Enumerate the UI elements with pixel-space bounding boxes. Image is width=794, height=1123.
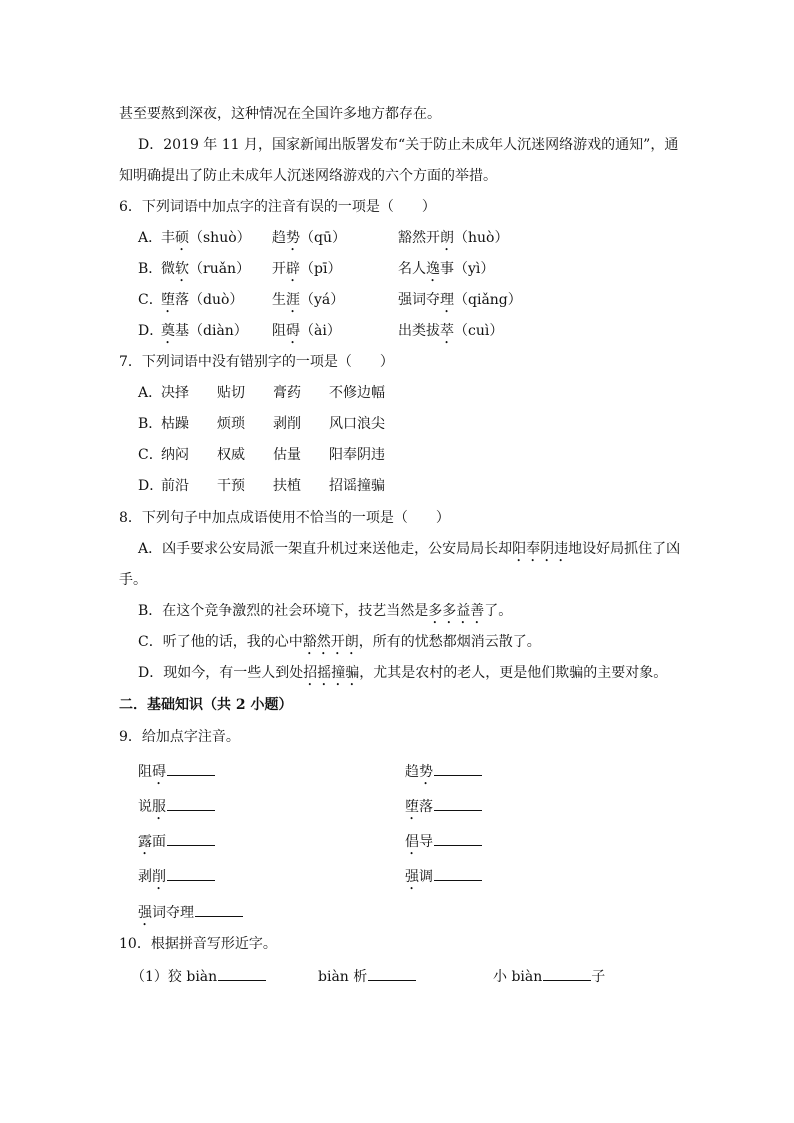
option-label: B． (138, 416, 163, 432)
answer-blank[interactable] (167, 763, 215, 776)
option-word: 前沿 (161, 478, 189, 494)
question-9-stem: 9．给加点字注音。 (119, 729, 240, 745)
word-part: 面 (152, 834, 166, 850)
option-word: 扶植 (273, 478, 301, 494)
option-word: 贴切 (217, 385, 245, 401)
word-part: 豁然开 (398, 230, 440, 246)
option-word: 纳闷 (161, 447, 189, 463)
dotted-char: 强 (405, 869, 419, 885)
word-part: 词夺理 (152, 905, 194, 921)
word-part: 开 (272, 261, 286, 277)
question-8-option-a (138, 541, 680, 565)
option-label: A． (138, 385, 163, 401)
option-d-text-end: ，尤其是农村的老人，更是他们欺骗的主要对象。 (359, 665, 668, 681)
option-d-text: D．现如今，有一些人到处 (138, 665, 304, 681)
option-word (161, 230, 251, 254)
dotted-char: 涯 (286, 292, 300, 308)
word-part: 生 (272, 292, 286, 308)
phonetic-item (138, 833, 215, 858)
dotted-char: 堕 (405, 799, 419, 815)
option-a-text: A．凶手要求公安局派一架直升机过来送他走，公安局局长却 (138, 541, 513, 557)
dotted-char: 强 (138, 905, 152, 921)
word-part: 说 (138, 799, 152, 815)
option-label: A． (138, 230, 163, 246)
dotted-char: 硕 (175, 230, 189, 246)
question-8-option-d (138, 665, 667, 689)
pinyin-note: （cuì） (454, 323, 504, 339)
option-word: 枯躁 (161, 416, 189, 432)
option-word: 权威 (217, 447, 245, 463)
pinyin-note: 落（duò） (175, 292, 244, 308)
option-c-text-end: ，所有的忧愁都烟消云散了。 (358, 634, 541, 650)
option-word (272, 292, 344, 316)
phonetic-item (405, 763, 482, 788)
answer-blank[interactable] (195, 904, 243, 917)
word-part: 趋 (405, 764, 419, 780)
option-word: 烦琐 (217, 416, 245, 432)
option-b-text: B．在这个竞争激烈的社会环境下，技艺当然是 (138, 603, 429, 619)
dotted-char: 势 (419, 764, 433, 780)
pinyin-note: （huò） (454, 230, 509, 246)
option-word: 估量 (273, 447, 301, 463)
option-b-text-end: 了。 (484, 603, 513, 619)
option-d-line2: 知明确提出了防止未成年人沉迷网络游戏的六个方面的举措。 (119, 168, 497, 184)
answer-blank[interactable] (543, 968, 591, 981)
word-part: 丰 (161, 230, 175, 246)
phonetic-item (138, 868, 215, 893)
pinyin-prompt: （1）狡 biàn (131, 969, 218, 985)
option-word (272, 323, 341, 347)
pinyin-note: （qū） (300, 230, 346, 246)
question-6-stem: 6．下列词语中加点字的注音有误的一项是（ ） (119, 199, 436, 215)
phonetic-item (138, 798, 215, 823)
option-label: C． (138, 292, 163, 308)
word-part: 剥 (138, 869, 152, 885)
option-word (398, 261, 494, 285)
answer-blank[interactable] (368, 968, 416, 981)
word-part: 落 (419, 799, 433, 815)
option-c-text: C．听了他的话，我的心中 (138, 634, 303, 650)
dotted-char: 辟 (286, 261, 300, 277)
option-word: 风口浪尖 (329, 416, 385, 432)
answer-blank[interactable] (434, 763, 482, 776)
pinyin-note: （qiǎng） (454, 292, 522, 308)
answer-blank[interactable] (167, 868, 215, 881)
option-word (161, 323, 248, 347)
answer-blank[interactable] (167, 833, 215, 846)
question-8-option-b (138, 603, 512, 627)
dotted-char: 势 (286, 230, 300, 246)
dotted-char: 削 (152, 869, 166, 885)
dotted-char: 服 (152, 799, 166, 815)
option-word: 不修边幅 (329, 385, 385, 401)
word-part: 趋 (272, 230, 286, 246)
option-word: 阳奉阴违 (329, 447, 385, 463)
word-part: 名人 (398, 261, 426, 277)
word-part: 调 (419, 869, 433, 885)
question-8-option-a-cont: 手。 (119, 572, 147, 588)
section-heading: 二．基础知识（共 2 小题） (119, 697, 293, 713)
dotted-char: 理 (440, 292, 454, 308)
question-7-stem: 7．下列词语中没有错别字的一项是（ ） (119, 354, 394, 370)
question-10-stem: 10．根据拼音写形近字。 (119, 936, 277, 952)
phonetic-item (138, 904, 243, 929)
question-8-option-c (138, 634, 541, 658)
option-label: D． (138, 478, 164, 494)
pinyin-prompt: biàn 析 (318, 969, 368, 985)
answer-blank[interactable] (434, 833, 482, 846)
option-word (272, 230, 346, 254)
question-10-part1-a (131, 968, 266, 985)
dotted-idiom: 招摇撞骗 (303, 665, 360, 681)
word-part: 导 (419, 834, 433, 850)
dotted-idiom: 阳奉阴违 (512, 541, 569, 557)
option-label: D． (138, 323, 164, 339)
question-8-stem: 8．下列句子中加点成语使用不恰当的一项是（ ） (119, 510, 450, 526)
answer-blank[interactable] (434, 798, 482, 811)
pinyin-prompt-end: 子 (591, 969, 606, 985)
word-part: 微 (161, 261, 175, 277)
pinyin-note: 基（diàn） (175, 323, 248, 339)
dotted-char: 软 (175, 261, 189, 277)
option-word: 膏药 (273, 385, 301, 401)
pinyin-note: 事（yì） (440, 261, 495, 277)
option-word: 招谣撞骗 (329, 478, 385, 494)
word-part: 强词夺 (398, 292, 440, 308)
answer-blank[interactable] (434, 868, 482, 881)
question-10-part1-c (493, 968, 605, 985)
pinyin-note: （pī） (300, 261, 342, 277)
word-part: 出类拔 (398, 323, 440, 339)
option-word: 决择 (161, 385, 189, 401)
dotted-idiom: 多多益善 (428, 603, 485, 619)
dotted-char: 堕 (161, 292, 175, 308)
dotted-char: 逸 (426, 261, 440, 277)
dotted-char: 萃 (440, 323, 454, 339)
option-label: C． (138, 447, 163, 463)
word-part: 阻 (138, 764, 152, 780)
phonetic-item (405, 868, 482, 893)
pinyin-note: （yá） (300, 292, 345, 308)
dotted-char: 朗 (440, 230, 454, 246)
phonetic-item (405, 798, 482, 823)
option-d-line1: D．2019 年 11 月，国家新闻出版署发布“关于防止未成年人沉迷网络游戏的通知”，通 (138, 137, 679, 153)
option-word (272, 261, 341, 285)
dotted-char: 碍 (286, 323, 300, 339)
dotted-char: 倡 (405, 834, 419, 850)
option-word (398, 323, 503, 347)
dotted-idiom: 豁然开朗 (302, 634, 359, 650)
pinyin-note: （ruǎn） (189, 261, 251, 277)
phonetic-item (405, 833, 482, 858)
option-label: B． (138, 261, 163, 277)
passage-continuation: 甚至要熬到深夜，这种情况在全国许多地方都存在。 (119, 106, 441, 122)
option-word (398, 230, 508, 254)
option-a-text-end: 地设好局抓住了凶 (568, 541, 681, 557)
answer-blank[interactable] (167, 798, 215, 811)
pinyin-note: （ài） (300, 323, 341, 339)
word-part: 阻 (272, 323, 286, 339)
question-10-part1-b (318, 968, 416, 985)
dotted-char: 奠 (161, 323, 175, 339)
option-word (398, 292, 522, 316)
dotted-char: 露 (138, 834, 152, 850)
pinyin-prompt: 小 biàn (493, 969, 543, 985)
option-word: 剥削 (273, 416, 301, 432)
pinyin-note: （shuò） (189, 230, 251, 246)
dotted-char: 碍 (152, 764, 166, 780)
option-word: 干预 (217, 478, 245, 494)
phonetic-item (138, 763, 215, 788)
option-word (161, 261, 250, 285)
answer-blank[interactable] (218, 968, 266, 981)
option-word (161, 292, 243, 316)
